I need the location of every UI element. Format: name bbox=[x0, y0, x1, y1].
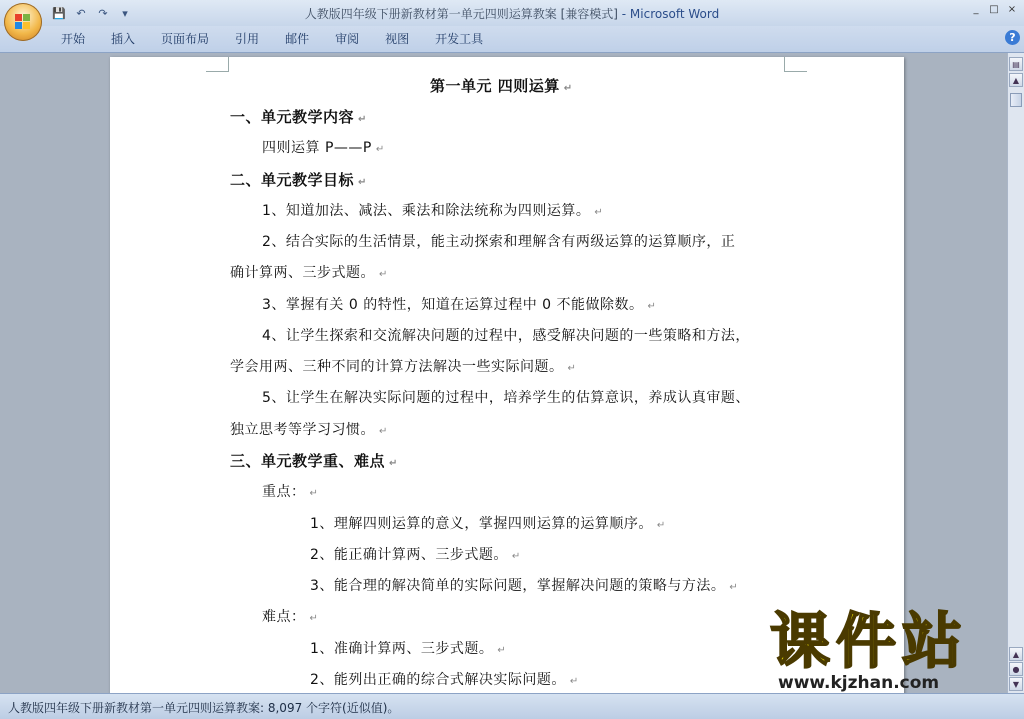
office-button[interactable] bbox=[4, 3, 42, 41]
customize-qat-icon[interactable]: ▾ bbox=[122, 6, 128, 20]
vertical-scrollbar[interactable] bbox=[1007, 53, 1024, 693]
section-heading: 一、单元教学内容 ↵ bbox=[230, 108, 367, 126]
body-line: 重点： ↵ bbox=[262, 484, 319, 500]
status-bar bbox=[0, 693, 1024, 719]
body-line: 1、准确计算两、三步式题。 ↵ bbox=[310, 641, 507, 657]
office-logo-icon bbox=[15, 14, 31, 30]
body-line: 难点： ↵ bbox=[262, 609, 319, 625]
previous-page-icon[interactable]: ▲ bbox=[1009, 647, 1023, 661]
body-line: 2、结合实际的生活情景，能主动探索和理解含有两级运算的运算顺序，正 bbox=[262, 234, 736, 250]
close-button[interactable]: × bbox=[1007, 3, 1017, 15]
save-icon[interactable]: 💾 bbox=[52, 6, 66, 20]
status-text: 人教版四年级下册新教材第一单元四则运算教案: 8,097 个字符(近似值)。 bbox=[8, 701, 400, 715]
tab-review[interactable]: 审阅 bbox=[335, 32, 360, 46]
help-icon[interactable]: ? bbox=[1005, 30, 1020, 45]
body-line: 2、能正确计算两、三步式题。 ↵ bbox=[310, 547, 521, 563]
section-heading: 三、单元教学重、难点 ↵ bbox=[230, 452, 398, 470]
minimize-button[interactable]: _ bbox=[973, 3, 979, 15]
title-bar bbox=[0, 0, 1024, 26]
tab-mailings[interactable]: 邮件 bbox=[285, 32, 310, 46]
ruler-toggle-icon[interactable]: ▤ bbox=[1009, 57, 1023, 71]
body-line: 1、知道加法、减法、乘法和除法统称为四则运算。 ↵ bbox=[262, 203, 604, 219]
scroll-up-icon[interactable]: ▲ bbox=[1009, 73, 1023, 87]
tab-home[interactable]: 开始 bbox=[61, 32, 86, 46]
document-area bbox=[0, 53, 1008, 693]
watermark-url: www.kjzhan.com bbox=[778, 673, 940, 693]
document-heading: 第一单元 四则运算 ↵ bbox=[430, 77, 573, 95]
window-title bbox=[0, 5, 1024, 22]
tab-page-layout[interactable]: 页面布局 bbox=[161, 32, 210, 46]
body-line: 独立思考等学习习惯。 ↵ bbox=[230, 422, 388, 438]
app-name: - Microsoft Word bbox=[617, 7, 720, 21]
redo-icon[interactable]: ↷ bbox=[98, 6, 108, 20]
scroll-thumb[interactable] bbox=[1010, 93, 1022, 107]
ribbon-tabs bbox=[48, 30, 496, 48]
tab-references[interactable]: 引用 bbox=[235, 32, 260, 46]
undo-icon[interactable]: ↶ bbox=[76, 6, 86, 20]
body-line: 2、能列出正确的综合式解决实际问题。 ↵ bbox=[310, 672, 579, 688]
ribbon-tabs-bar bbox=[0, 26, 1024, 53]
watermark-logo: 课件站 bbox=[770, 607, 968, 677]
body-line: 3、能合理的解决简单的实际问题，掌握解决问题的策略与方法。 ↵ bbox=[310, 578, 739, 594]
window-controls bbox=[968, 2, 1020, 16]
body-line: 3、掌握有关 0 的特性，知道在运算过程中 0 不能做除数。 ↵ bbox=[262, 297, 657, 313]
margin-corner-right bbox=[784, 57, 807, 72]
next-page-icon[interactable]: ▼ bbox=[1009, 677, 1023, 691]
document-title: 人教版四年级下册新教材第一单元四则运算教案 [兼容模式] bbox=[304, 7, 618, 21]
tab-insert[interactable]: 插入 bbox=[111, 32, 136, 46]
body-line: 1、理解四则运算的意义，掌握四则运算的运算顺序。 ↵ bbox=[310, 516, 666, 532]
body-line: 确计算两、三步式题。 ↵ bbox=[230, 265, 388, 281]
section-heading: 二、单元教学目标 ↵ bbox=[230, 171, 367, 189]
body-line: 4、让学生探索和交流解决问题的过程中，感受解决问题的一些策略和方法， bbox=[262, 328, 750, 344]
document-page[interactable] bbox=[110, 57, 904, 693]
body-line: 5、让学生在解决实际问题的过程中，培养学生的估算意识，养成认真审题、 bbox=[262, 390, 750, 406]
maximize-button[interactable]: □ bbox=[989, 3, 999, 15]
select-browse-object-icon[interactable]: ● bbox=[1009, 662, 1023, 676]
tab-view[interactable]: 视图 bbox=[385, 32, 410, 46]
body-line: 学会用两、三种不同的计算方法解决一些实际问题。 ↵ bbox=[230, 359, 577, 375]
margin-corner-left bbox=[206, 57, 229, 72]
body-line: 四则运算 P——P ↵ bbox=[262, 140, 385, 156]
tab-developer[interactable]: 开发工具 bbox=[435, 32, 484, 46]
